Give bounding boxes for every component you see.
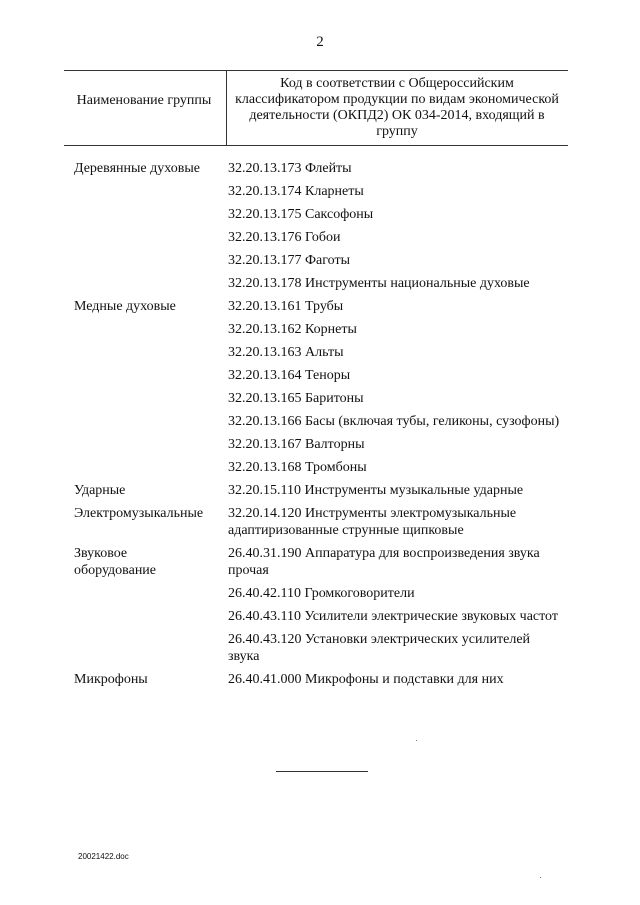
code-item: 32.20.15.110 Инструменты музыкальные ударные (228, 483, 524, 498)
group-row (64, 160, 568, 298)
scan-speck (540, 877, 541, 878)
code-item: 32.20.13.166 Басы (включая тубы, геликоны, сузофоны) (228, 414, 560, 429)
code-item: 32.20.14.120 Инструменты электромузыкальные адаптиризованные струнные щипковые (228, 506, 517, 538)
group-row (64, 505, 568, 545)
code-column-header: Код в соответствии с Общероссийским классификатором продукции по видам экономической деятельности (ОКПД2) ОК 034-2014, входящий в группу (235, 76, 559, 139)
code-item: 26.40.43.110 Усилители электрические звуковых частот (228, 609, 558, 624)
footer-rule (276, 771, 368, 772)
group-row (64, 671, 568, 694)
group-name: Микрофоны (74, 672, 148, 687)
code-item: 32.20.13.168 Тромбоны (228, 460, 367, 475)
classification-rows (64, 160, 568, 694)
code-item: 32.20.13.178 Инструменты национальные духовые (228, 276, 530, 291)
group-name: Деревянные духовые (74, 161, 200, 176)
code-item: 26.40.41.000 Микрофоны и подставки для них (228, 672, 504, 687)
group-name: Звуковое оборудование (74, 546, 157, 578)
code-item: 32.20.13.161 Трубы (228, 299, 344, 314)
code-item: 32.20.13.163 Альты (228, 345, 344, 360)
code-item: 32.20.13.177 Фаготы (228, 253, 351, 268)
code-item: 32.20.13.174 Кларнеты (228, 184, 364, 199)
group-name: Электромузыкальные (74, 506, 204, 521)
code-item: 32.20.13.167 Валторны (228, 437, 365, 452)
code-item: 26.40.31.190 Аппаратура для воспроизведения звука прочая (228, 546, 540, 578)
group-row (64, 545, 568, 671)
group-name: Медные духовые (74, 299, 176, 314)
page-number: 2 (316, 34, 324, 50)
code-item: 32.20.13.176 Гобои (228, 230, 341, 245)
code-item: 26.40.42.110 Громкоговорители (228, 586, 415, 601)
group-row (64, 298, 568, 482)
code-item: 32.20.13.175 Саксофоны (228, 207, 374, 222)
group-column-header: Наименование группы (76, 93, 212, 108)
code-item: 32.20.13.162 Корнеты (228, 322, 357, 337)
file-name: 20021422.doc (78, 852, 129, 861)
header-divider (226, 70, 227, 145)
group-name: Ударные (74, 483, 126, 498)
code-item: 32.20.13.173 Флейты (228, 161, 352, 176)
code-item: 32.20.13.165 Баритоны (228, 391, 364, 406)
code-item: 32.20.13.164 Теноры (228, 368, 351, 383)
code-item: 26.40.43.120 Установки электрических усилителей звука (228, 632, 531, 664)
group-row (64, 482, 568, 505)
scan-speck (416, 740, 417, 741)
